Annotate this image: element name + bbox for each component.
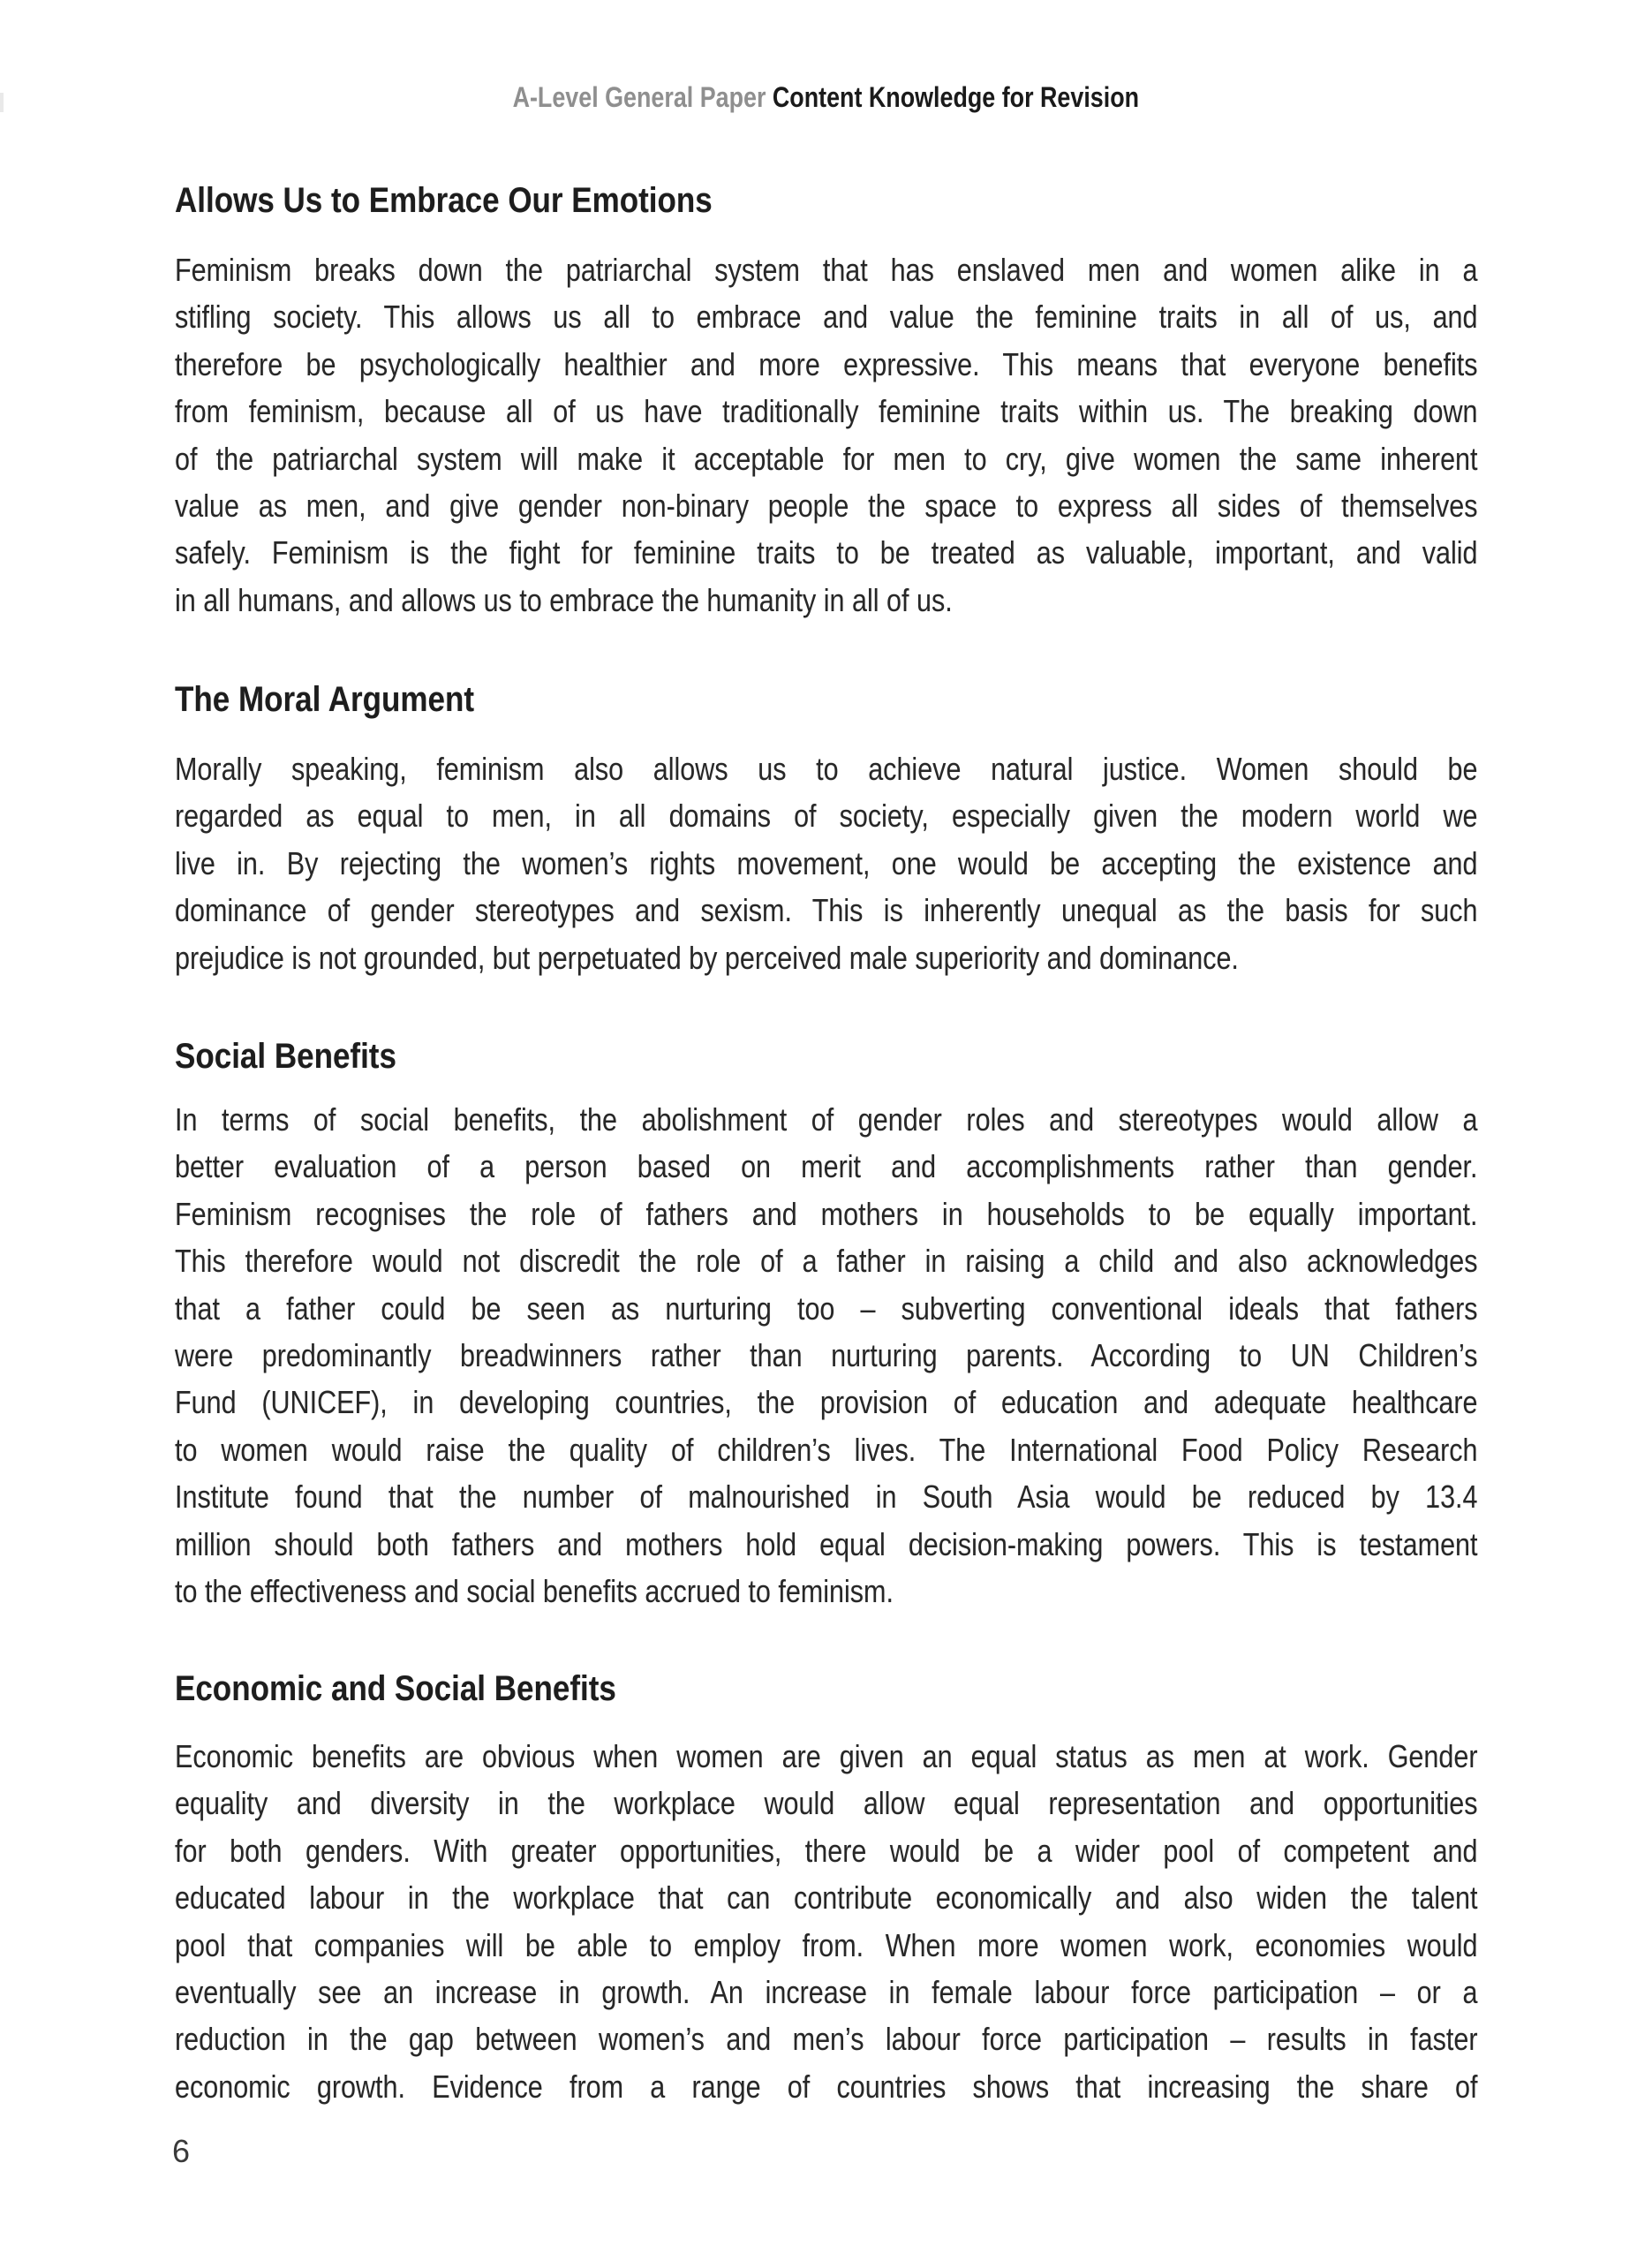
text-line: from feminism, because all of us have traditionally feminine traits within us. The breaking down: [175, 393, 1478, 430]
text-line: educated labour in the workplace that can contribute economically and also widen the talent: [175, 1879, 1478, 1917]
text-line: reduction in the gap between women’s and men’s labour force participation – results in faster: [175, 2021, 1478, 2058]
paragraph-moral-argument: [175, 745, 1478, 981]
text-line: dominance of gender stereotypes and sexism. This is inherently unequal as the basis for such: [175, 892, 1478, 929]
running-header: [0, 83, 1652, 111]
text-line: for both genders. With greater opportunities, there would be a wider pool of competent and: [175, 1832, 1478, 1869]
text-line: in all humans, and allows us to embrace the humanity in all of us.: [175, 581, 953, 618]
text-line: to women would raise the quality of children’s lives. The International Food Policy Research: [175, 1431, 1478, 1468]
section-heading-economic-social-benefits: Economic and Social Benefits: [175, 1669, 616, 1708]
text-line: In terms of social benefits, the abolishment of gender roles and stereotypes would allow a: [175, 1101, 1478, 1138]
text-line: equality and diversity in the workplace would allow equal representation and opportunities: [175, 1785, 1478, 1822]
section-heading-embrace-emotions: Allows Us to Embrace Our Emotions: [175, 181, 713, 220]
text-line: safely. Feminism is the fight for feminine traits to be treated as valuable, important, and valid: [175, 534, 1478, 571]
text-line: live in. By rejecting the women’s rights movement, one would be accepting the existence and: [175, 844, 1478, 881]
section-heading-social-benefits: Social Benefits: [175, 1037, 396, 1076]
paragraph-economic-social-benefits: [175, 1733, 1478, 2110]
paragraph-embrace-emotions: [175, 246, 1478, 624]
text-line: regarded as equal to men, in all domains of society, especially given the modern world we: [175, 798, 1478, 835]
text-line: better evaluation of a person based on merit and accomplishments rather than gender.: [175, 1148, 1478, 1185]
text-line: prejudice is not grounded, but perpetuated by perceived male superiority and dominance.: [175, 939, 1239, 976]
text-line: economic growth. Evidence from a range of countries shows that increasing the share of: [175, 2068, 1478, 2105]
paragraph-social-benefits: [175, 1096, 1478, 1614]
text-line: Morally speaking, feminism also allows us to achieve natural justice. Women should be: [175, 751, 1478, 787]
text-line: stifling society. This allows us all to embrace and value the feminine traits in all of us, and: [175, 299, 1478, 336]
text-line: of the patriarchal system will make it acceptable for men to cry, give women the same inherent: [175, 440, 1478, 477]
text-line: Institute found that the number of malnourished in South Asia would be reduced by 13.4: [175, 1478, 1478, 1516]
running-header-text: [513, 83, 1139, 111]
text-line: Economic benefits are obvious when women are given an equal status as men at work. Gender: [175, 1738, 1478, 1774]
text-line: therefore be psychologically healthier and more expressive. This means that everyone benefits: [175, 345, 1478, 382]
text-line: eventually see an increase in growth. An increase in female labour force participation – or a: [175, 1974, 1478, 2011]
section-heading-moral-argument: The Moral Argument: [175, 680, 474, 719]
text-line: that a father could be seen as nurturing too – subverting conventional ideals that fathers: [175, 1289, 1478, 1327]
text-line: This therefore would not discredit the role of a father in raising a child and also acknowledges: [175, 1243, 1478, 1280]
header-title-label: Content Knowledge for Revision: [773, 81, 1140, 113]
text-line: pool that companies will be able to employ from. When more women work, economies would: [175, 1926, 1478, 1963]
text-line: to the effectiveness and social benefits accrued to feminism.: [175, 1573, 894, 1610]
text-line: million should both fathers and mothers hold equal decision-making powers. This is testament: [175, 1525, 1478, 1562]
text-line: Fund (UNICEF), in developing countries, the provision of education and adequate healthcare: [175, 1384, 1478, 1421]
text-line: were predominantly breadwinners rather than nurturing parents. According to UN Children’s: [175, 1337, 1478, 1374]
text-line: Feminism breaks down the patriarchal system that has enslaved men and women alike in a: [175, 252, 1478, 288]
page-number: 6: [172, 2133, 191, 2169]
text-line: value as men, and give gender non-binary people the space to express all sides of themselves: [175, 488, 1478, 525]
text-line: Feminism recognises the role of fathers and mothers in households to be equally important.: [175, 1195, 1478, 1232]
header-series-label: A-Level General Paper: [512, 81, 766, 113]
